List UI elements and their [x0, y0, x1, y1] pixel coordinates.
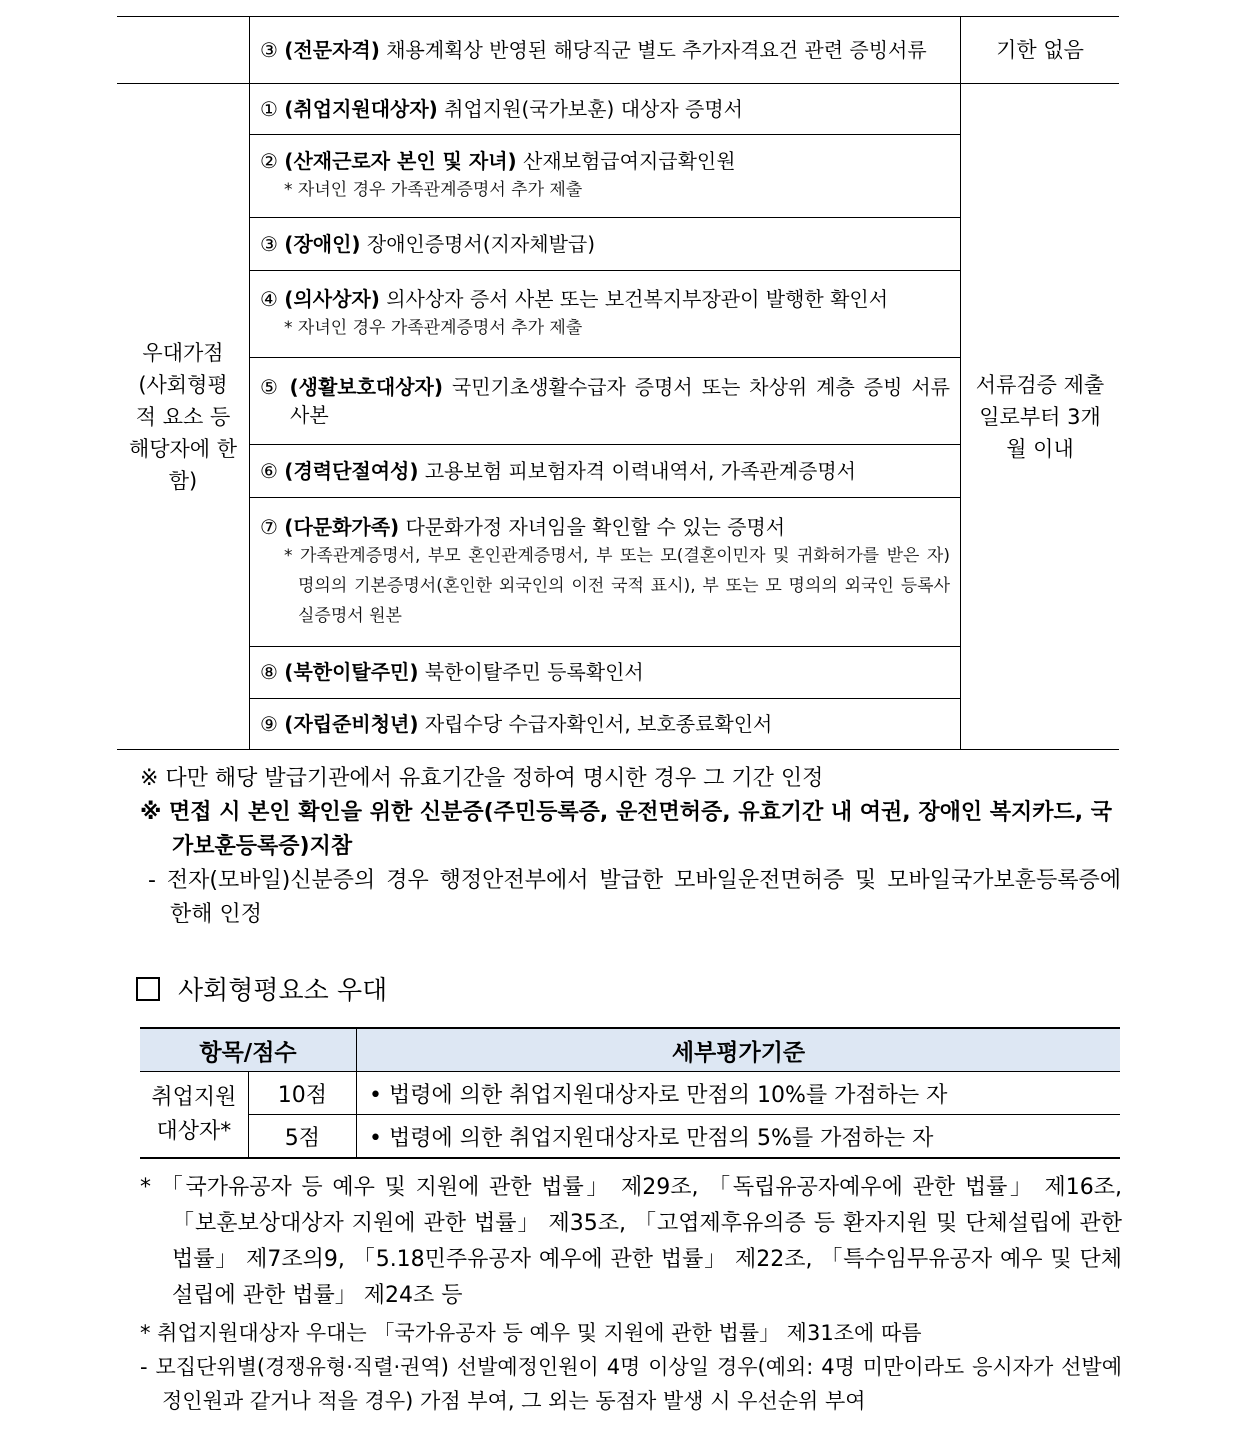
checkbox-icon: [136, 977, 160, 1001]
notes-block: [136, 762, 1121, 932]
document-line: ③ (전문자격) 채용계획상 반영된 해당직군 별도 추가자격요건 관련 증빙서류: [260, 37, 927, 62]
document-cell: ⑧ (북한이탈주민) 북한이탈주민 등록확인서: [250, 647, 961, 699]
id-card-note: ※ 면접 시 본인 확인을 위한 신분증(주민등록증, 운전면허증, 유효기간 내 여권, 장애인 복지카드, 국가보훈등록증)지참: [140, 800, 1113, 859]
criteria-cell: • 법령에 의한 취업지원대상자로 만점의 10%를 가점하는 자: [357, 1072, 1121, 1115]
bonus-condition-footnote: - 모집단위별(경쟁유형·직렬·권역) 선발예정인원이 4명 이상일 경우(예외: 4명 미만이라도 응시자가 선발예정인원과 같거나 적을 경우) 가점 부여, 그 외는 동점자 발생 시 우선순위 부여: [140, 1355, 1122, 1413]
deadline-cell: 기한 없음: [961, 17, 1120, 84]
footnotes-block: [140, 1170, 1122, 1418]
header-item-score: 항목/점수: [140, 1028, 357, 1072]
table-row: [140, 1072, 1120, 1115]
table-row: [117, 17, 1119, 84]
document-subnote: * 자녀인 경우 가족관계증명서 추가 제출: [284, 179, 583, 200]
bonus-score-table: [140, 1027, 1120, 1159]
section-heading: [136, 970, 387, 1007]
document-cell: ⑥ (경력단절여성) 고용보험 피보험자격 이력내역서, 가족관계증명서: [250, 445, 961, 498]
document-cell: ① (취업지원대상자) 취업지원(국가보훈) 대상자 증명서: [250, 84, 961, 135]
table-row: [140, 1115, 1120, 1159]
document-subnote: * 자녀인 경우 가족관계증명서 추가 제출: [284, 317, 583, 338]
points-cell: 5점: [248, 1115, 356, 1159]
category-cell: 취업지원 대상자*: [140, 1072, 248, 1159]
document-subnote: * 가족관계증명서, 부모 혼인관계증명서, 부 또는 모(결혼이민자 및 귀화허가를 받은 자) 명의의 기본증명서(혼인한 외국인의 이전 국적 표시), 부 또는 모 명의의 외국인 등록사실증명서 원본: [284, 545, 950, 626]
preference-footnote: * 취업지원대상자 우대는 「국가유공자 등 예우 및 지원에 관한 법률」 제31조에 따름: [140, 1321, 922, 1345]
document-cell: ⑤ (생활보호대상자) 국민기초생활수급자 증명서 또는 차상위 계층 증빙 서류 사본: [250, 358, 961, 445]
group-label-cell: 우대가점 (사회형평 적 요소 등 해당자에 한함): [117, 84, 250, 750]
table-header-row: [140, 1028, 1120, 1072]
document-cell: ② (산재근로자 본인 및 자녀) 산재보험급여지급확인원 * 자녀인 경우 가족관계증명서 추가 제출: [250, 135, 961, 218]
document-cell: ④ (의사상자) 의사상자 증서 사본 또는 보건복지부장관이 발행한 확인서 * 자녀인 경우 가족관계증명서 추가 제출: [250, 271, 961, 358]
group-deadline-cell: 서류검증 제출일로부터 3개월 이내: [961, 84, 1120, 750]
law-footnote: * 「국가유공자 등 예우 및 지원에 관한 법률」 제29조, 「독립유공자예우에 관한 법률」 제16조, 「보훈보상대상자 지원에 관한 법률」 제35조, 「고엽제후유의증 등 환자지원 및 단체설립에 관한 법률」 제7조의9, 「5.18민주유공자 예우에 관한 법률」 제22조, 「특수임무유공자 예우 및 단체설립에 관한 법률」 제24조 등: [140, 1175, 1122, 1308]
validity-note: ※ 다만 해당 발급기관에서 유효기간을 정하여 명시한 경우 그 기간 인정: [140, 766, 824, 791]
mobile-id-note: - 전자(모바일)신분증의 경우 행정안전부에서 발급한 모바일운전면허증 및 모바일국가보훈등록증에 한해 인정: [148, 868, 1121, 927]
document-cell: ③ (장애인) 장애인증명서(지자체발급): [250, 218, 961, 271]
criteria-cell: • 법령에 의한 취업지원대상자로 만점의 5%를 가점하는 자: [357, 1115, 1121, 1159]
document-cell: ⑦ (다문화가족) 다문화가정 자녀임을 확인할 수 있는 증명서 * 가족관계증명서, 부모 혼인관계증명서, 부 또는 모(결혼이민자 및 귀화허가를 받은 자) 명의의 기본증명서(혼인한 외국인의 이전 국적 표시), 부 또는 모 명의의 외국인 등록사실증명서 원본: [250, 498, 961, 647]
header-criteria: 세부평가기준: [357, 1028, 1121, 1072]
points-cell: 10점: [248, 1072, 356, 1115]
required-documents-table: [117, 16, 1119, 750]
document-cell: [250, 17, 961, 84]
section-title: 사회형평요소 우대: [178, 976, 388, 1006]
table-row: [117, 84, 1119, 135]
empty-category-cell: [117, 17, 250, 84]
document-cell: ⑨ (자립준비청년) 자립수당 수급자확인서, 보호종료확인서: [250, 699, 961, 750]
